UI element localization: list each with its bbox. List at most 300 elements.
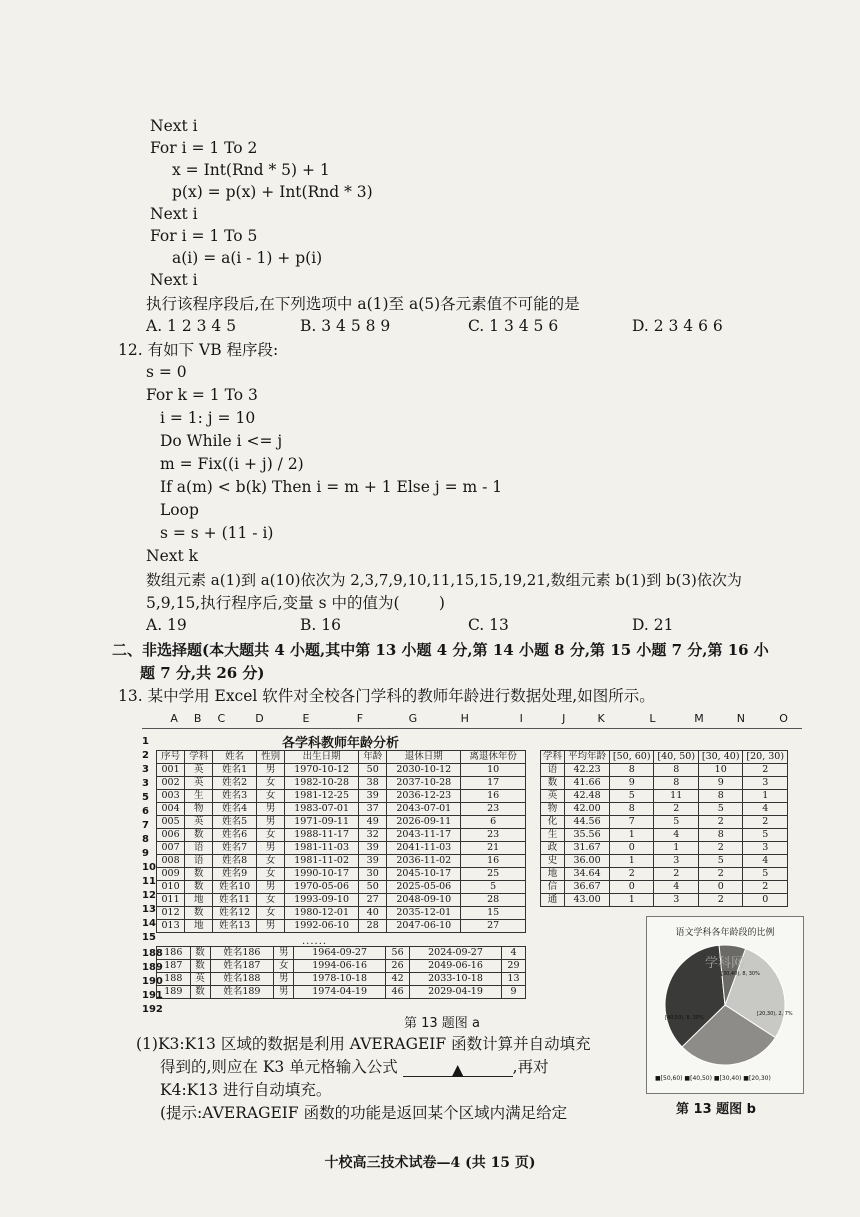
table-cell: 生 — [185, 790, 213, 803]
table-cell: 26 — [386, 960, 410, 973]
table-cell: 数 — [185, 868, 213, 881]
table-cell: 41.66 — [565, 777, 610, 790]
row-number: 2 — [142, 750, 149, 761]
data-label: [40,50), 8, 30% — [665, 1015, 704, 1021]
table-cell: 2043-07-01 — [387, 803, 461, 816]
table-cell: 29 — [501, 960, 525, 973]
table-cell: 1994-06-16 — [294, 960, 386, 973]
column-letter: E — [302, 712, 310, 725]
code-line: i = 1: j = 10 — [160, 409, 256, 427]
table-row — [157, 973, 526, 986]
table-cell: 1964-09-27 — [294, 947, 386, 960]
pie-chart-figure — [646, 916, 804, 1094]
table-cell: 8 — [610, 764, 654, 777]
table-cell: 2036-12-23 — [387, 790, 461, 803]
table-cell: 50 — [359, 764, 387, 777]
table-cell: 007 — [157, 842, 185, 855]
table-cell: 女 — [256, 855, 284, 868]
table-cell: 女 — [256, 907, 284, 920]
code-line: a(i) = a(i - 1) + p(i) — [172, 249, 323, 267]
code-line: For i = 1 To 5 — [150, 227, 258, 245]
column-letter: H — [460, 712, 469, 725]
watermark: 学科网 — [705, 956, 745, 971]
table-cell: 186 — [157, 947, 191, 960]
table-cell: 2024-09-27 — [410, 947, 502, 960]
ellipsis: ...... — [302, 936, 328, 947]
q13-1-suffix: ,再对 — [512, 1058, 549, 1076]
table-cell: 姓名2 — [213, 777, 257, 790]
table-cell: 1 — [610, 855, 654, 868]
table-cell: 信 — [541, 881, 565, 894]
table-cell: 003 — [157, 790, 185, 803]
code-line: If a(m) < b(k) Then i = m + 1 Else j = m - 1 — [160, 478, 503, 496]
table-cell: 女 — [256, 894, 284, 907]
table-cell: 离退休年份 — [461, 751, 526, 764]
table-cell: 13 — [501, 973, 525, 986]
table-cell: 2033-10-18 — [410, 973, 502, 986]
table-cell: 009 — [157, 868, 185, 881]
table-cell: 36.00 — [565, 855, 610, 868]
row-number: 6 — [142, 806, 149, 817]
table-cell: 地 — [185, 920, 213, 933]
page-footer: 十校高三技术试卷—4 (共 15 页) — [324, 1155, 536, 1171]
stats-row — [541, 790, 788, 803]
table-cell: 1981-11-02 — [285, 855, 359, 868]
table-cell: 006 — [157, 829, 185, 842]
column-letter: N — [736, 712, 745, 725]
table-cell: 语 — [185, 855, 213, 868]
table-row — [157, 894, 526, 907]
table-cell: 姓名187 — [210, 960, 274, 973]
column-headers — [142, 710, 802, 729]
row-number: 190 — [142, 976, 163, 987]
table-cell: 姓名13 — [213, 920, 257, 933]
table-cell: 数 — [541, 777, 565, 790]
table-cell: 23 — [461, 829, 526, 842]
q13-title: 13. 某中学用 Excel 软件对全校各门学科的教师年龄进行数据处理,如图所示。 — [118, 687, 655, 705]
table-row — [157, 947, 526, 960]
row-number: 13 — [142, 904, 156, 915]
table-cell: 1 — [743, 790, 788, 803]
column-letter: I — [519, 712, 523, 725]
table-cell: 2 — [698, 842, 742, 855]
column-letter: F — [356, 712, 364, 725]
table-cell: [40, 50) — [654, 751, 698, 764]
table-cell: 1 — [610, 829, 654, 842]
table-cell: 42.00 — [565, 803, 610, 816]
q12-option-d: D. 21 — [632, 616, 674, 634]
answer-blank: ▲ — [403, 1060, 513, 1077]
q12-text-2: 5,9,15,执行程序后,变量 s 中的值为( ) — [146, 594, 445, 612]
table-cell: 8 — [610, 803, 654, 816]
table-cell: 姓名11 — [213, 894, 257, 907]
table-row — [157, 803, 526, 816]
q12-option-b: B. 16 — [300, 616, 341, 634]
column-letter: L — [649, 712, 656, 725]
table-row — [157, 764, 526, 777]
table-cell: 5 — [743, 829, 788, 842]
stats-row — [541, 855, 788, 868]
table-cell: 0 — [743, 894, 788, 907]
table-cell: 3 — [743, 842, 788, 855]
table-cell: 21 — [461, 842, 526, 855]
data-label: [20,30), 2, 7% — [757, 1011, 793, 1017]
table-row — [157, 842, 526, 855]
q13-1-line-1: (1)K3:K13 区域的数据是利用 AVERAGEIF 函数计算并自动填充 — [136, 1035, 591, 1053]
section-2-heading-cont: 题 7 分,共 26 分) — [140, 664, 265, 682]
table-cell: 16 — [461, 790, 526, 803]
table-cell: 数 — [185, 907, 213, 920]
table-cell: 姓名10 — [213, 881, 257, 894]
code-line: For i = 1 To 2 — [150, 139, 258, 157]
table-cell: 姓名4 — [213, 803, 257, 816]
table-cell: 9 — [698, 777, 742, 790]
table-cell: 49 — [359, 816, 387, 829]
table-cell: 008 — [157, 855, 185, 868]
table-cell: 25 — [461, 868, 526, 881]
table-cell: 1974-04-19 — [294, 986, 386, 999]
table-cell: 8 — [698, 829, 742, 842]
table-cell: 42 — [386, 973, 410, 986]
row-number: 10 — [142, 862, 156, 873]
q12-title: 12. 有如下 VB 程序段: — [118, 341, 279, 359]
table-cell: 1981-12-25 — [285, 790, 359, 803]
table-cell: 男 — [256, 920, 284, 933]
table-cell: 学科 — [541, 751, 565, 764]
table-cell: 2 — [743, 764, 788, 777]
table-cell: 1971-09-11 — [285, 816, 359, 829]
table-cell: 2 — [743, 816, 788, 829]
table-cell: 013 — [157, 920, 185, 933]
table-cell: 011 — [157, 894, 185, 907]
table-cell: 通 — [541, 894, 565, 907]
table-cell: 1978-10-18 — [294, 973, 386, 986]
table-cell: 1970-05-06 — [285, 881, 359, 894]
table-row — [157, 790, 526, 803]
table-cell: 32 — [359, 829, 387, 842]
stats-row — [541, 777, 788, 790]
table-cell: 012 — [157, 907, 185, 920]
row-number: 192 — [142, 1004, 163, 1015]
table-cell: 0 — [698, 881, 742, 894]
table-cell: 28 — [359, 920, 387, 933]
table-cell: 16 — [461, 855, 526, 868]
table-cell: 姓名1 — [213, 764, 257, 777]
table-cell: 42.23 — [565, 764, 610, 777]
table-cell: 40 — [359, 907, 387, 920]
table-cell: 005 — [157, 816, 185, 829]
table-cell: 9 — [610, 777, 654, 790]
stats-table — [540, 750, 788, 907]
table-cell: 4 — [501, 947, 525, 960]
stats-row — [541, 842, 788, 855]
row-number: 8 — [142, 834, 149, 845]
table-cell: 2048-09-10 — [387, 894, 461, 907]
table-cell: 36.67 — [565, 881, 610, 894]
table-cell: 化 — [541, 816, 565, 829]
table-row — [157, 868, 526, 881]
table-cell: 4 — [743, 803, 788, 816]
table-cell: 平均年龄 — [565, 751, 610, 764]
table-cell: 2035-12-01 — [387, 907, 461, 920]
table-cell: 56 — [386, 947, 410, 960]
row-number: 191 — [142, 990, 163, 1001]
data-label: [30,40), 8, 30% — [721, 971, 760, 977]
table-cell: 2047-06-10 — [387, 920, 461, 933]
table-cell: 年龄 — [359, 751, 387, 764]
row-number: 15 — [142, 932, 156, 943]
code-line: Do While i <= j — [160, 432, 283, 450]
table-cell: 姓名5 — [213, 816, 257, 829]
table-cell: 46 — [386, 986, 410, 999]
table-cell: 地 — [185, 894, 213, 907]
table-cell: 男 — [274, 947, 294, 960]
table-cell: 10 — [698, 764, 742, 777]
table-cell: 姓名189 — [210, 986, 274, 999]
table-cell: 8 — [654, 777, 698, 790]
table-cell: 2 — [698, 816, 742, 829]
column-letter: M — [694, 712, 704, 725]
table-cell: 28 — [461, 894, 526, 907]
table-cell: 2 — [698, 868, 742, 881]
table-cell: 2026-09-11 — [387, 816, 461, 829]
q11-option-b: B. 3 4 5 8 9 — [300, 317, 391, 335]
table-cell: 男 — [256, 881, 284, 894]
table-cell: 5 — [698, 855, 742, 868]
pie-chart — [647, 931, 803, 1087]
code-line: For k = 1 To 3 — [146, 386, 258, 404]
table-row — [157, 855, 526, 868]
section-2-heading: 二、非选择题(本大题共 4 小题,其中第 13 小题 4 分,第 14 小题 8 分,第 15 小题 7 分,第 16 小 — [112, 641, 769, 659]
table-cell: 2030-10-12 — [387, 764, 461, 777]
table-cell: 31.67 — [565, 842, 610, 855]
table-cell: 2041-11-03 — [387, 842, 461, 855]
table-cell: 44.56 — [565, 816, 610, 829]
table-cell: 27 — [461, 920, 526, 933]
table-cell: 001 — [157, 764, 185, 777]
table-cell: 2037-10-28 — [387, 777, 461, 790]
code-line: Next i — [150, 117, 198, 135]
table-cell: 数 — [185, 881, 213, 894]
caption-b: 第 13 题图 b — [676, 1102, 756, 1117]
table-cell: 2025-05-06 — [387, 881, 461, 894]
table-cell: 1983-07-01 — [285, 803, 359, 816]
table-cell: 2049-06-16 — [410, 960, 502, 973]
table-cell: 0 — [610, 842, 654, 855]
stats-row — [541, 816, 788, 829]
table-cell: 语 — [185, 842, 213, 855]
table-cell: 性别 — [256, 751, 284, 764]
table-cell: 女 — [274, 960, 294, 973]
code-line: x = Int(Rnd * 5) + 1 — [172, 161, 330, 179]
table-cell: 4 — [743, 855, 788, 868]
table-cell: 9 — [501, 986, 525, 999]
table-cell: 姓名7 — [213, 842, 257, 855]
q12-option-c: C. 13 — [468, 616, 509, 634]
table-cell: 男 — [256, 803, 284, 816]
table-cell: 10 — [461, 764, 526, 777]
stats-row — [541, 803, 788, 816]
table-cell: 姓名12 — [213, 907, 257, 920]
row-number: 11 — [142, 876, 156, 887]
table-cell: 3 — [654, 894, 698, 907]
code-line: m = Fix((i + j) / 2) — [160, 455, 304, 473]
teacher-table-bottom — [156, 946, 526, 999]
table-cell: 2036-11-02 — [387, 855, 461, 868]
table-cell: 学科 — [185, 751, 213, 764]
table-cell: 2 — [654, 868, 698, 881]
table-cell: 1980-12-01 — [285, 907, 359, 920]
column-letter: O — [779, 712, 788, 725]
column-letter: B — [193, 712, 202, 725]
table-cell: 语 — [541, 764, 565, 777]
table-cell: 5 — [610, 790, 654, 803]
table-cell: 8 — [698, 790, 742, 803]
table-cell: 女 — [256, 777, 284, 790]
table-cell: 39 — [359, 855, 387, 868]
table-cell: 生 — [541, 829, 565, 842]
table-row — [157, 920, 526, 933]
code-line: Next i — [150, 205, 198, 223]
table-cell: 物 — [185, 803, 213, 816]
table-cell: 1982-10-28 — [285, 777, 359, 790]
table-cell: 男 — [256, 842, 284, 855]
row-number: 1 — [142, 736, 149, 747]
row-number: 3 — [142, 778, 149, 789]
table-cell: 1993-09-10 — [285, 894, 359, 907]
table-cell: 1 — [654, 842, 698, 855]
table-row — [157, 960, 526, 973]
table-cell: 5 — [461, 881, 526, 894]
table-cell: 2043-11-17 — [387, 829, 461, 842]
table-cell: 姓名3 — [213, 790, 257, 803]
table-cell: [30, 40) — [698, 751, 742, 764]
table-cell: 187 — [157, 960, 191, 973]
row-number: 9 — [142, 848, 149, 859]
table-cell: [50, 60) — [610, 751, 654, 764]
table-cell: 男 — [274, 973, 294, 986]
table-header-row — [157, 751, 526, 764]
table-cell: 6 — [461, 816, 526, 829]
q13-1-line-3: K4:K13 进行自动填充。 — [160, 1081, 332, 1099]
stats-header-row — [541, 751, 788, 764]
table-cell: 1990-10-17 — [285, 868, 359, 881]
table-cell: 11 — [654, 790, 698, 803]
table-row — [157, 829, 526, 842]
table-cell: 5 — [654, 816, 698, 829]
stats-row — [541, 868, 788, 881]
table-cell: 1988-11-17 — [285, 829, 359, 842]
chart-legend: ■[50,60) ■[40,50) ■[30,40) ■[20,30) — [655, 1075, 771, 1082]
column-letter: J — [562, 712, 566, 725]
table-cell: 2029-04-19 — [410, 986, 502, 999]
q13-1-line-4: (提示:AVERAGEIF 函数的功能是返回某个区域内满足给定 — [160, 1104, 568, 1122]
table-cell: 1970-10-12 — [285, 764, 359, 777]
table-cell: 2 — [654, 803, 698, 816]
table-cell: 37 — [359, 803, 387, 816]
table-cell: 男 — [256, 816, 284, 829]
table-cell: 英 — [190, 973, 210, 986]
table-cell: 43.00 — [565, 894, 610, 907]
code-line: Loop — [160, 501, 199, 519]
table-row — [157, 986, 526, 999]
row-number: 12 — [142, 890, 156, 901]
q11-text: 执行该程序段后,在下列选项中 a(1)至 a(5)各元素值不可能的是 — [146, 295, 580, 313]
table-cell: 4 — [654, 881, 698, 894]
table-cell: 23 — [461, 803, 526, 816]
table-cell: 地 — [541, 868, 565, 881]
row-number: 7 — [142, 820, 149, 831]
caption-a: 第 13 题图 a — [404, 1016, 480, 1031]
table-cell: 史 — [541, 855, 565, 868]
table-cell: 50 — [359, 881, 387, 894]
table-cell: 姓名 — [213, 751, 257, 764]
table-cell: 姓名188 — [210, 973, 274, 986]
table-cell: 2 — [743, 881, 788, 894]
q11-option-d: D. 2 3 4 6 6 — [632, 317, 723, 335]
table-cell: 英 — [185, 764, 213, 777]
chart-title: 语文学科各年龄段的比例 — [675, 928, 775, 938]
code-line: Next i — [150, 271, 198, 289]
table-cell: 1992-06-10 — [285, 920, 359, 933]
table-cell: 3 — [743, 777, 788, 790]
column-letter: G — [408, 712, 418, 725]
table-cell: 序号 — [157, 751, 185, 764]
table-row — [157, 881, 526, 894]
table-cell: 女 — [256, 790, 284, 803]
table-cell: 3 — [654, 855, 698, 868]
table-cell: 英 — [185, 816, 213, 829]
table-cell: 姓名8 — [213, 855, 257, 868]
code-line: p(x) = p(x) + Int(Rnd * 3) — [172, 183, 373, 201]
row-number: 188 — [142, 948, 163, 959]
code-line: s = 0 — [146, 363, 187, 381]
table-cell: 189 — [157, 986, 191, 999]
code-line: s = s + (11 - i) — [160, 524, 274, 542]
table-cell: 政 — [541, 842, 565, 855]
table-cell: 退休日期 — [387, 751, 461, 764]
table-cell: 姓名9 — [213, 868, 257, 881]
table-cell: 男 — [274, 986, 294, 999]
q12-text-1: 数组元素 a(1)到 a(10)依次为 2,3,7,9,10,11,15,15,19,21,数组元素 b(1)到 b(3)依次为 — [146, 571, 742, 589]
table-cell: 女 — [256, 868, 284, 881]
sheet-title: 各学科教师年龄分析 — [282, 736, 400, 751]
table-cell: 数 — [185, 829, 213, 842]
table-cell: 0 — [610, 881, 654, 894]
q11-option-c: C. 1 3 4 5 6 — [468, 317, 559, 335]
table-cell: 39 — [359, 842, 387, 855]
column-letter: C — [217, 712, 226, 725]
table-cell: 35.56 — [565, 829, 610, 842]
table-cell: 5 — [698, 803, 742, 816]
table-cell: 2045-10-17 — [387, 868, 461, 881]
stats-row — [541, 829, 788, 842]
table-cell: 34.64 — [565, 868, 610, 881]
table-cell: 39 — [359, 790, 387, 803]
table-cell: 2 — [610, 868, 654, 881]
table-cell: 女 — [256, 829, 284, 842]
table-cell: 38 — [359, 777, 387, 790]
code-line: Next k — [146, 547, 199, 565]
table-row — [157, 777, 526, 790]
column-letter: A — [170, 712, 178, 725]
table-cell: 010 — [157, 881, 185, 894]
q13-1-line-2 — [160, 1057, 549, 1077]
table-cell: 数 — [190, 960, 210, 973]
table-cell: 数 — [190, 947, 210, 960]
table-cell: 1981-11-03 — [285, 842, 359, 855]
table-cell: 4 — [654, 829, 698, 842]
